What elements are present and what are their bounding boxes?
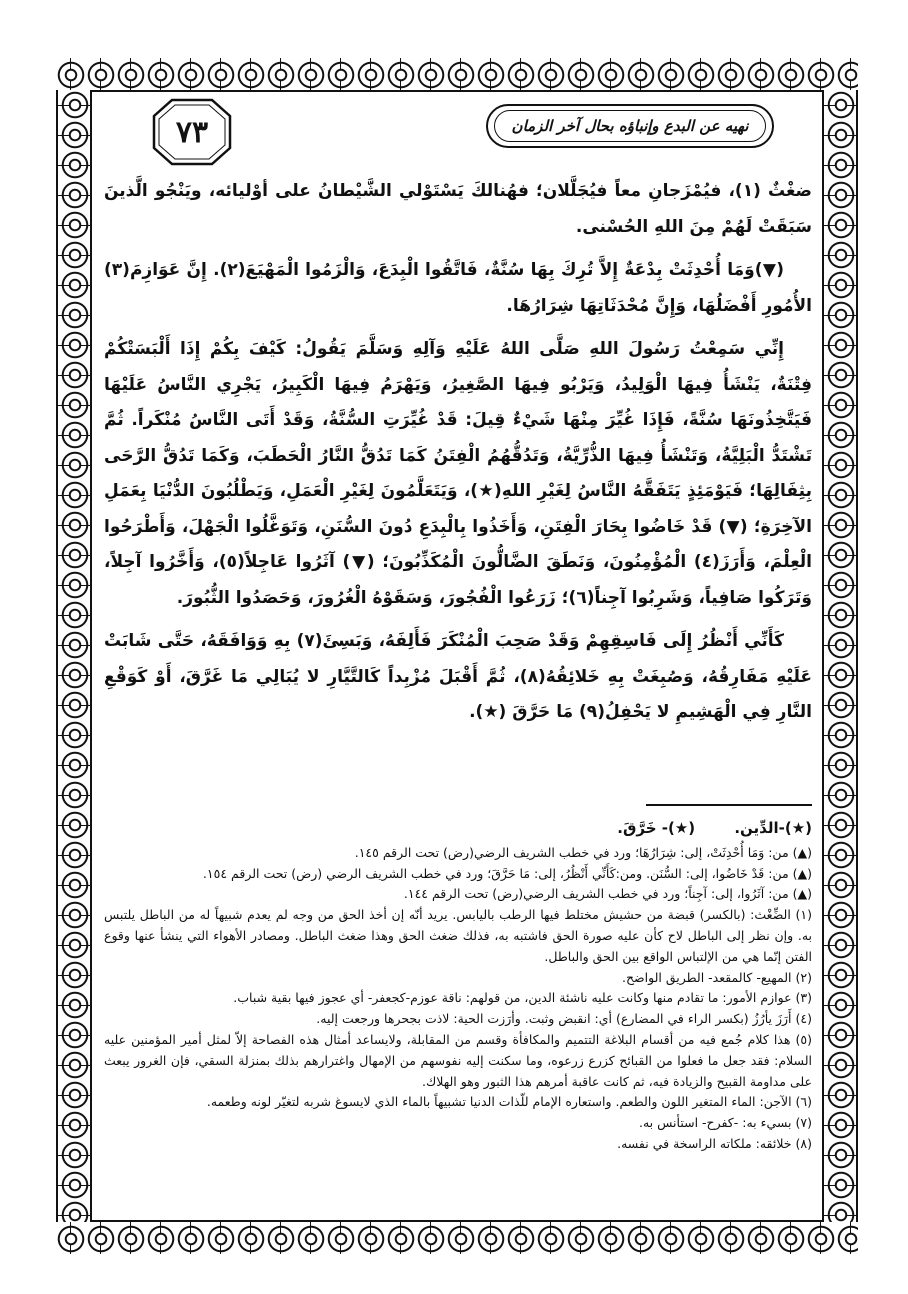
ornamental-border-top [56, 58, 858, 92]
ornamental-border-right [822, 90, 856, 1222]
footnote: (٦) الآجن: الماء المتغير اللون والطعم. واستعاره الإمام للّذات الدنيا تشبيهاً بالماء الذي لايسوغ شربه لتغيّر لونه وطعمه. [206, 1094, 812, 1110]
footnote: (٥) هذا كلام جُمع فيه من أقسام البلاغة التتميم والمكافأة وقسم من المقابلة، ولايساعد أمثال هذه الفصاحة إلاّ لمثل أمير المؤمنين عليه السلام: فقد جعل ما فعلوا من القبائح كزرع زرعوه، وما سكنت إليه نفوسهم من الإمهال واغترارهم بذلك بمنزلة السقي، فإن الغرور يبعث على مداومة القبيح والزيادة فيه، ثم كانت عاقبة أمرهم هذا الثبور وهو الهلاك. [104, 1031, 812, 1089]
footnote: (▲) من: قَدْ خَاضُوا، إلى: السُّنَن. ومن:كَأَنِّي أَنْظُرُ، إلى: مَا حَرَّقَ؛ ورد في خطب الشريف الرضي (رض) تحت الرقم ١٥٤. [202, 865, 812, 881]
footnote: (٧) بسيء به: -كفرح- استأنس به. [638, 1115, 812, 1131]
paragraph: إِنِّي سَمِعْتُ رَسُولَ اللهِ صَلَّى اللهُ عَلَيْهِ وَآلِهِ وَسَلَّمَ يَقُولُ: كَيْفَ بِكُمْ إِذَا أَلْبَسَتْكُمْ فِتْنَةٌ، يَنْشَأُ فِيهَا الْوَلِيدُ، وَيَرْبُو فِيهَا الصَّغِيرُ، وَيَهْرَمُ فِيهَا الْكَبِيرُ، يَجْرِي النَّاسُ عَلَيْهَا فَيَتَّخِذُونَهَا سُنَّةً، فَإِذَا غُيِّرَ مِنْهَا شَيْءٌ قِيلَ: قَدْ غُيِّرَتِ السُّنَّةُ، وَقَدْ أَتَى النَّاسُ مُنْكَراً. ثُمَّ تَشْتَدُّ الْبَلِيَّةُ، وَتَنْشَأُ فِيهَا الذُّرِّيَّةُ، وَتَدُقُّهُمُ الْفِتَنُ كَمَا تَدُقُّ النَّارُ الْحَطَبَ، وَكَمَا تَدُقُّ الرَّحَى بِثِفَالِهَا؛ فَيَوْمَئِذٍ يَتَفَقَّهُ النَّاسُ لِغَيْرِ اللهِ(★)، وَيَتَعَلَّمُونَ لِغَيْرِ الْعَمَلِ، وَيَطْلُبُونَ الدُّنْيَا بِعَمَلِ الآخِرَةِ؛ (▼) قَدْ خَاضُوا بِحَارَ الْفِتَنِ، وَأَخَذُوا بِالْبِدَعِ دُونَ السُّنَنِ، وَتَوَغَّلُوا الْجَهْلَ، وَأَطْرَحُوا الْعِلْمَ، وَأَرَزَ(٤) الْمُؤْمِنُونَ، وَنَطَقَ الضَّالُّونَ الْمُكَذِّبُونَ؛ (▼) آثَرُوا عَاجِلاً(٥)، وَأَخَّرُوا آجِلاً، وَتَرَكُوا صَافِياً، وَشَرِبُوا آجِناً(٦)؛ زَرَعُوا الْفُجُورَ، وَسَقَوْهُ الْغُرُورَ، وَحَصَدُوا الثُّبُورَ. [104, 339, 813, 608]
footnote: (٨) خلائقه: ملكاته الراسخة في نفسه. [617, 1135, 812, 1151]
ornamental-border-bottom [56, 1220, 858, 1254]
footnote: (▲) من: وَمَا أُحْدِثَتْ، إلى: شِرَارُهَا؛ ورد في خطب الشريف الرضي(رض) تحت الرقم ١٤٥. [354, 844, 812, 860]
footnote: (٣) عوازم الأمور: ما تقادم منها وكانت عليه ناشئة الدين، من قولهم: ناقة عوزم-كجعفر- أي عجوز فيها بقية شباب. [233, 990, 812, 1006]
star-note: (★)- خَرَّقَ. [617, 819, 696, 837]
chapter-header [486, 104, 774, 148]
footnote: (▲) من: آثَرُوا، إلى: آجِناً؛ ورد في خطب الشريف الرضي(رض) تحت الرقم ١٤٤. [403, 886, 812, 902]
ornamental-border-left [58, 90, 92, 1222]
chapter-title: نهيه عن البدع وإنباؤه بحال آخر الزمان [511, 117, 749, 135]
page-number: ٧٣ [175, 114, 209, 150]
footnote-separator [646, 804, 812, 806]
paragraph: ضغْثٌ (١)، فيُمْزَجانِ معاً فيُجَلَّلان؛ فهُنالكَ يَسْتَوْلي الشَّيْطانُ على أوْليائه، ويَنْجُو الَّذينَ سَبَقَتْ لَهُمْ مِنَ اللهِ الحُسْنى. [104, 181, 812, 237]
main-text [104, 174, 812, 739]
footnote: (١) الضِّغْث: (بالكسر) قبضة من حشيش مختلط فيها الرطب باليابس. يريد أنّه إن أخذ الحق من وجه لم يعدم شبيهاً له من الباطل يلتبس به. وإن نظر إلى الباطل لاح كأن عليه صورة الحق فاشتبه به، فذلك ضغث الحق وهذا ضغث الباطل. ومصادر الأهواء التي ينشأ عنها وقوع الفتن إنّما هي من الإلتباس الواقع بين الحق والباطل. [104, 907, 812, 964]
star-notes [104, 818, 812, 839]
page-number-badge [150, 96, 234, 168]
footnotes [104, 818, 812, 1155]
paragraph: (▼)وَمَا أُحْدِثَتْ بِدْعَةٌ إِلاَّ تُرِكَ بِهَا سُنَّةٌ، فَاتَّقُوا الْبِدَعَ، وَالْزَمُوا الْمَهْيَعَ(٢). إِنَّ عَوَازِمَ(٣) الأُمُورِ أَفْضَلُهَا، وَإِنَّ مُحْدَثَاتِهَا شِرَارُهَا. [104, 260, 812, 316]
footnote: (٤) أَرَزَ يأرُزُ (بكسر الراء في المضارع) أي: انقبض وثبت. وأرَزت الحية: لاذت بجحرها ورجعت إليه. [316, 1011, 812, 1027]
star-note: (★)-الدِّين. [734, 819, 812, 837]
paragraph: كَأَنِّي أَنْظُرُ إِلَى فَاسِقِهِمْ وَقَدْ صَحِبَ الْمُنْكَرَ فَأَلِفَهُ، وَبَسِئَ(٧) بِهِ وَوَافَقَهُ، حَتَّى شَابَتْ عَلَيْهِ مَفَارِقُهُ، وَصُبِغَتْ بِهِ خَلائِقُهُ(٨)، ثُمَّ أَقْبَلَ مُزْبِداً كَالتَّيَّارِ لا يُبَالِي مَا غَرَّقَ، أَوْ كَوَقْعِ النَّارِ فِي الْهَشِيمِ لا يَحْفِلُ(٩) مَا حَرَّقَ (★). [104, 631, 812, 722]
footnote: (٢) المهيع- كالمقعد- الطريق الواضح. [621, 969, 812, 985]
